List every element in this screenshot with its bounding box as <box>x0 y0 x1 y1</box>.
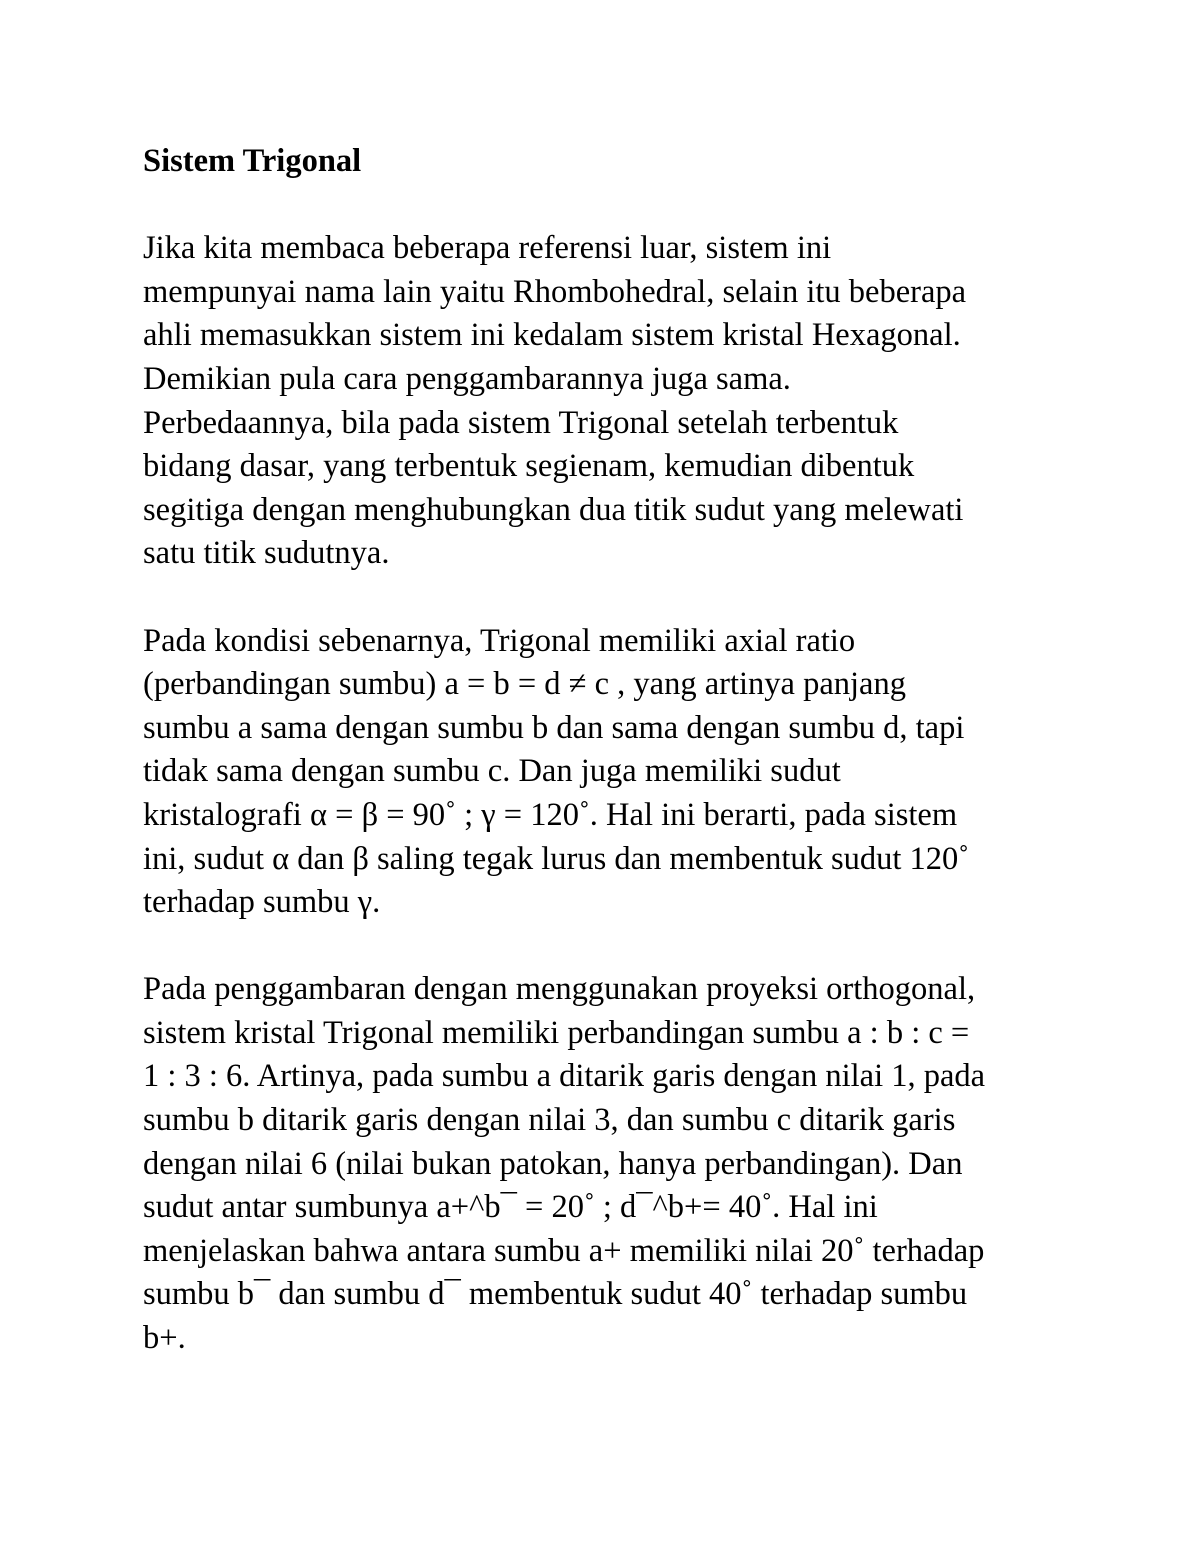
paragraph-2 <box>143 620 1073 925</box>
paragraph-line: 1 : 3 : 6. Artinya, pada sumbu a ditarik garis dengan nilai 1, pada <box>143 1058 986 1095</box>
paragraph-line: segitiga dengan menghubungkan dua titik sudut yang melewati <box>143 491 964 528</box>
paragraph-line: terhadap sumbu γ. <box>143 884 381 921</box>
paragraph-line: Pada penggambaran dengan menggunakan proyeksi orthogonal, <box>143 971 976 1008</box>
paragraph-line: ahli memasukkan sistem ini kedalam sistem kristal Hexagonal. <box>143 317 961 354</box>
paragraph-line: sumbu b¯ dan sumbu d¯ membentuk sudut 40˚ terhadap sumbu <box>143 1276 968 1313</box>
paragraph-line: satu titik sudutnya. <box>143 535 390 572</box>
paragraph-3 <box>143 968 1073 1360</box>
paragraph-line: sumbu a sama dengan sumbu b dan sama dengan sumbu d, tapi <box>143 709 965 746</box>
paragraph-line: Perbedaannya, bila pada sistem Trigonal setelah terbentuk <box>143 404 899 441</box>
paragraph-line: Demikian pula cara penggambarannya juga sama. <box>143 360 791 397</box>
paragraph-line: sumbu b ditarik garis dengan nilai 3, dan sumbu c ditarik garis <box>143 1102 956 1139</box>
paragraph-line: menjelaskan bahwa antara sumbu a+ memiliki nilai 20˚ terhadap <box>143 1232 985 1269</box>
paragraph-line: mempunyai nama lain yaitu Rhombohedral, selain itu beberapa <box>143 273 967 310</box>
paragraph-line: Jika kita membaca beberapa referensi luar, sistem ini <box>143 230 832 267</box>
document-body <box>143 140 1073 1404</box>
paragraph-line: bidang dasar, yang terbentuk segienam, kemudian dibentuk <box>143 448 915 485</box>
paragraph-line: (perbandingan sumbu) a = b = d ≠ c , yang artinya panjang <box>143 666 906 703</box>
paragraph-line: b+. <box>143 1320 186 1357</box>
paragraph-line: kristalografi α = β = 90˚ ; γ = 120˚. Hal ini berarti, pada sistem <box>143 796 958 833</box>
paragraph-line: dengan nilai 6 (nilai bukan patokan, hanya perbandingan). Dan <box>143 1145 963 1182</box>
paragraph-line: Pada kondisi sebenarnya, Trigonal memiliki axial ratio <box>143 622 856 659</box>
document-title: Sistem Trigonal <box>143 143 362 179</box>
paragraph-1 <box>143 227 1073 576</box>
paragraph-line: tidak sama dengan sumbu c. Dan juga memiliki sudut <box>143 753 841 790</box>
paragraph-line: sudut antar sumbunya a+^b¯ = 20˚ ; d¯^b+= 40˚. Hal ini <box>143 1189 878 1226</box>
paragraph-line: ini, sudut α dan β saling tegak lurus dan membentuk sudut 120˚ <box>143 840 970 877</box>
paragraph-line: sistem kristal Trigonal memiliki perbandingan sumbu a : b : c = <box>143 1014 970 1051</box>
